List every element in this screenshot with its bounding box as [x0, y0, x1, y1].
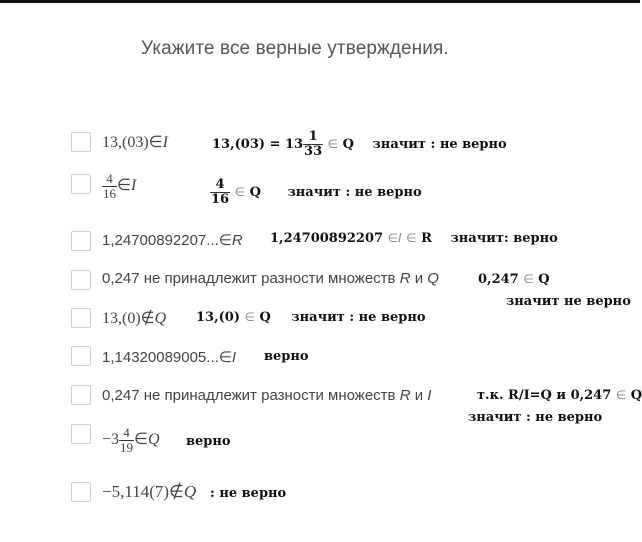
option-text: 13,(0)∉Q [102, 310, 167, 327]
handwritten-note: 13,(0) ∈ Q значит : не верно [196, 310, 426, 325]
handwritten-note: 13,(03) = 13 $\frac{1}{33}$ ∈ Q значит : не верно [212, 129, 507, 159]
top-border [0, 0, 640, 3]
checkbox[interactable] [71, 424, 91, 444]
handwritten-note: 0,247 ∈ Q [478, 272, 550, 287]
question-title: Укажите все верные утверждения. [141, 38, 449, 59]
checkbox[interactable] [71, 174, 91, 194]
option-text: 0,247 не принадлежит разности множеств R и Q [102, 270, 439, 287]
checkbox[interactable] [71, 231, 91, 251]
option-text: 1,24700892207...∈R [102, 232, 243, 249]
handwritten-note: 1,24700892207 ∈I ∈ R значит: верно [270, 231, 558, 246]
option-text: 1,14320089005...∈I [102, 349, 237, 366]
handwritten-note: $\frac{4}{16}$ ∈ Q значит : не верно [211, 177, 422, 207]
checkbox[interactable] [71, 482, 91, 502]
checkbox[interactable] [71, 308, 91, 328]
option-text: $\frac{4}{16}$ ∈I [103, 171, 137, 201]
handwritten-note: т.к. R/I=Q и 0,247 ∈ Q [477, 388, 642, 403]
handwritten-note-conclusion: значит не верно [506, 294, 631, 309]
checkbox[interactable] [71, 385, 91, 405]
checkbox[interactable] [71, 346, 91, 366]
handwritten-note: : не верно [210, 486, 287, 501]
handwritten-note-conclusion: значит : не верно [468, 410, 603, 425]
option-text: 0,247 не принадлежит разности множеств R и I [102, 387, 432, 404]
handwritten-note: верно [264, 349, 309, 364]
handwritten-note: верно [186, 434, 231, 449]
checkbox[interactable] [71, 270, 91, 290]
option-text: 13,(03)∈I [102, 134, 168, 151]
checkbox[interactable] [71, 132, 91, 152]
option-text: −3 $\frac{4}{19}$ ∈Q [102, 425, 160, 455]
option-text: −5,114(7)∉Q [102, 482, 197, 501]
